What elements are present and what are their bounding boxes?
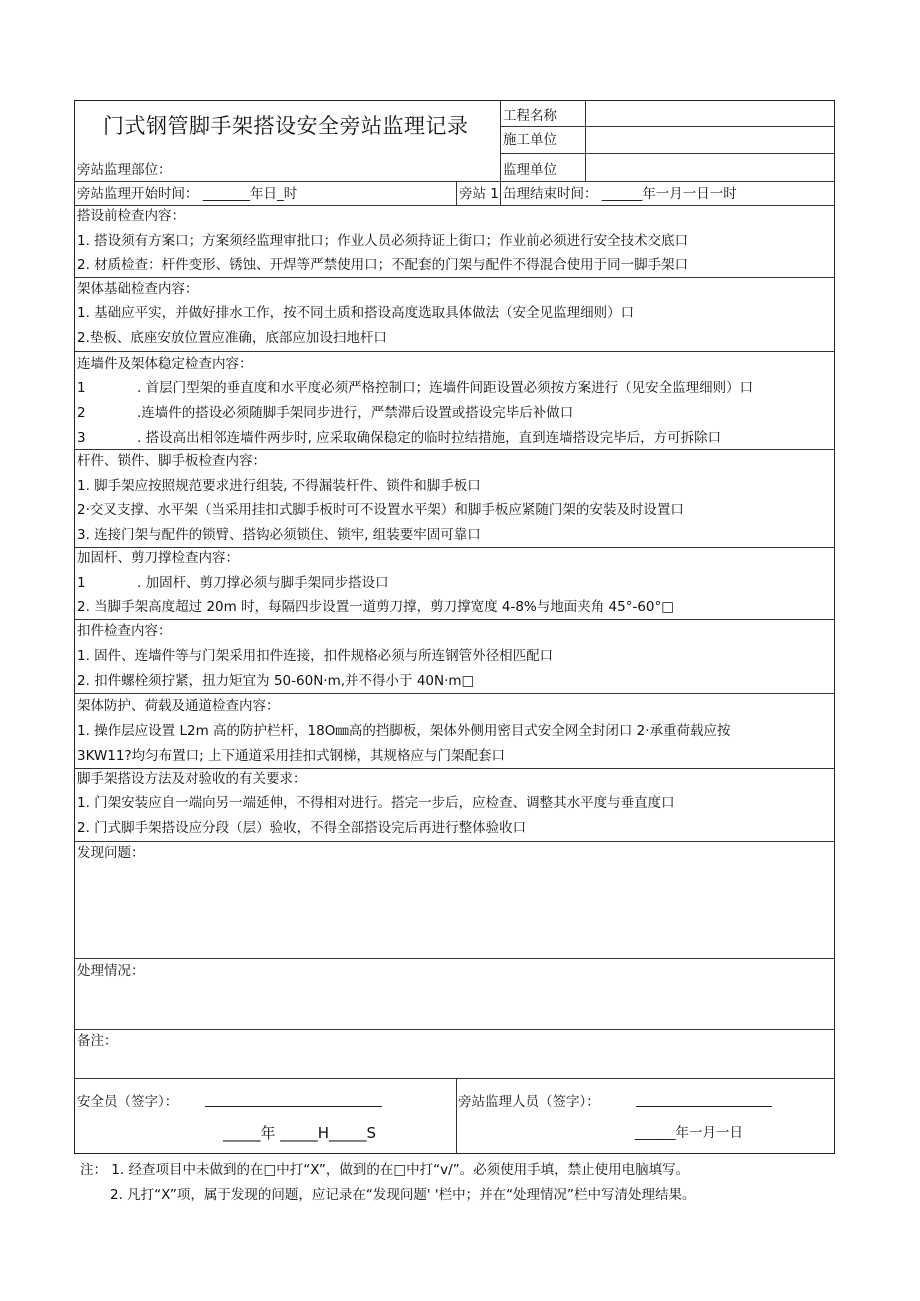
construction-unit-label: 施工单位	[503, 132, 557, 148]
section-heading: 杆件、锁件、脚手板检查内容：	[77, 453, 266, 469]
start-time-field[interactable]: _______年日_时	[202, 186, 298, 202]
safety-officer-label: 安全员（签字）：	[77, 1094, 179, 1110]
safety-officer-date[interactable]: _____年 _____H_____S	[223, 1124, 377, 1142]
record-form	[74, 100, 835, 1154]
check-item[interactable]: 3KW11?均匀布置口; 上下通道采用挂扣式钢梯，其规格应与门架配套口	[77, 748, 505, 764]
item-number: 2	[77, 405, 86, 421]
check-item[interactable]: 3. 连接门架与配件的锁臂、搭钩必须锁住、锁牢, 组装要牢固可靠口	[77, 527, 481, 543]
check-item[interactable]: 1. 固件、连墙件等与门架采用扣件连接，扣件规格必须与所连钢管外径相匹配口	[77, 648, 554, 664]
supervision-unit-field[interactable]	[586, 154, 834, 180]
check-item[interactable]: 2. 当脚手架高度超过 20m 时，每隔四步设置一道剪刀撑，剪刀撑宽度 4-8%与地面夹角 45°-60°□	[77, 599, 675, 615]
check-item[interactable]: 2.垫板、底座安放位置应准确，底部应加设扫地杆口	[77, 330, 387, 346]
location-field[interactable]	[185, 156, 495, 180]
item-text: .连墙件的搭设必须随脚手架同步进行，严禁滞后设置或搭设完毕后补做口	[137, 405, 574, 421]
end-time-label	[503, 185, 737, 203]
supervisor-label: 旁站监理人员（签字）：	[458, 1094, 600, 1110]
construction-unit-field[interactable]	[586, 127, 834, 153]
check-item[interactable]: 1. 脚手架应按照规范要求进行组装, 不得漏装杆件、锁件和脚手板口	[77, 478, 481, 494]
location-label: 旁站监理部位：	[77, 162, 172, 178]
check-item[interactable]	[77, 574, 389, 592]
item-text: . 加固杆、剪刀撑必须与脚手架同步搭设口	[137, 575, 389, 591]
section-heading: 脚手架搭设方法及对验收的有关要求：	[77, 771, 307, 787]
remarks-field[interactable]	[125, 1030, 833, 1076]
check-item[interactable]: 2. 扣件螺栓须拧紧，扭力矩宜为 50-60N·m,并不得小于 40N·m□	[77, 673, 475, 689]
project-name-label: 工程名称	[503, 108, 557, 124]
findings-field[interactable]	[76, 863, 833, 955]
supervision-unit-label: 监理单位	[503, 162, 557, 178]
end-time-field[interactable]: ______年一月一日一时	[601, 186, 737, 202]
check-item[interactable]	[77, 429, 721, 447]
check-item[interactable]: 1. 基础应平实，并做好排水工作，按不同土质和搭设高度选取具体做法（安全见监理细则）口	[77, 305, 635, 321]
supervisor-signature-line[interactable]	[636, 1095, 772, 1107]
handling-label: 处理情况：	[77, 963, 145, 979]
footnotes	[80, 1158, 696, 1208]
safety-officer-signature-line[interactable]	[205, 1095, 382, 1107]
start-time-text: 旁站监理开始时间：	[77, 186, 199, 202]
check-item[interactable]: 2. 门式脚手架搭设应分段（层）验收，不得全部搭设完后再进行整体验收口	[77, 820, 527, 836]
check-item[interactable]: 1. 操作层应设置 L2m 高的防护栏杆，18O㎜高的挡脚板，架体外侧用密目式安全网全封闭口 2·承重荷载应按	[77, 723, 731, 739]
end-time-text: 缶理结束时间：	[503, 186, 598, 202]
check-item[interactable]: 1. 门架安装应自一端向另一端延伸，不得相对进行。搭完一步后，应检查、调整其水平度与垂直度口	[77, 795, 675, 811]
item-number: 1	[77, 575, 86, 591]
section-heading: 架体基础检查内容：	[77, 281, 199, 297]
section-heading: 搭设前检查内容：	[77, 208, 185, 224]
item-number: 3	[77, 430, 86, 446]
item-number: 1	[77, 380, 86, 396]
section-heading: 架体防护、荷载及通道检查内容：	[77, 698, 280, 714]
check-item[interactable]: 1. 搭设须有方案口；方案须经监理审批口；作业人员必须持证上街口；作业前必须进行安全技术交底口	[77, 233, 689, 249]
check-item[interactable]: 2. 材质检查：杆件变形、锈蚀、开焊等严禁使用口；不配套的门架与配件不得混合使用于同一脚手架口	[77, 257, 689, 273]
page-title: 门式钢管脚手架搭设安全旁站监理记录	[103, 114, 469, 138]
project-name-field[interactable]	[586, 102, 834, 126]
section-heading: 连墙件及架体稳定检查内容：	[77, 356, 253, 372]
section-heading: 加固杆、剪刀撑检查内容：	[77, 550, 239, 566]
supervisor-date[interactable]: ______年一月一日	[635, 1125, 743, 1141]
handling-field[interactable]	[76, 981, 833, 1027]
check-item[interactable]	[77, 404, 573, 422]
section-heading: 扣件检查内容：	[77, 623, 172, 639]
footnote-1: 注： 1. 经查项目中未做到的在□中打“X”，做到的在□中打“v/”。必须使用手填，禁止使用电脑填写。	[80, 1162, 690, 1178]
findings-label: 发现问题：	[77, 845, 145, 861]
start-time-label	[77, 185, 297, 203]
station-label: 旁站 1	[459, 186, 499, 202]
item-text: . 首层门型架的垂直度和水平度必须严格控制口；连墙件间距设置必须按方案进行（见安全监理细则）口	[137, 380, 754, 396]
check-item[interactable]: 2·交叉支撑、水平架（当采用挂扣式脚手板时可不设置水平架）和脚手板应紧随门架的安装及时设置口	[77, 502, 684, 518]
footnote-2: 2. 凡打“X”项，属于发现的问题，应记录在“发现问题' '栏中；并在“处理情况”栏中写清处理结果。	[110, 1187, 696, 1203]
remarks-label: 备注：	[77, 1033, 118, 1049]
item-text: . 搭设高出相邻连墙件两步时, 应采取确保稳定的临时拉结措施，直到连墙搭设完毕后，方可拆除口	[137, 430, 722, 446]
check-item[interactable]	[77, 379, 753, 397]
